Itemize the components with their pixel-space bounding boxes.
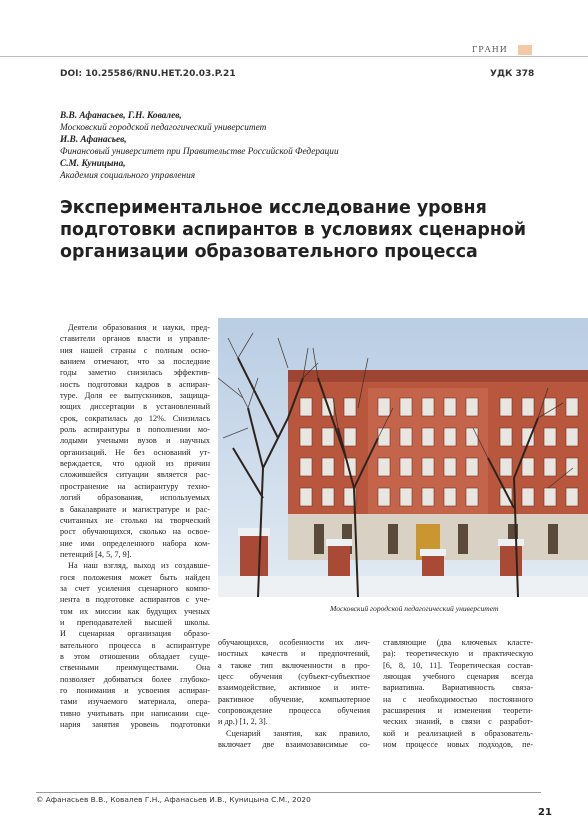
text-line: Деятели образования и науки, пред-: [68, 323, 210, 332]
title-line: подготовки аспирантов в условиях сценарной: [60, 220, 527, 240]
author-affiliation-2: Финансовый университет при Правительстве Российской Федерации: [60, 147, 339, 157]
footer-divider: [36, 792, 541, 793]
university-photo: [218, 318, 588, 597]
text-line: пространение на аспирантуру техно-: [60, 481, 210, 491]
text-line: цесс обучения (субъект-субъектное: [218, 672, 370, 682]
text-line: ставители органов власти и управле-: [60, 334, 210, 344]
text-line: петенций [4, 5, 7, 9].: [60, 549, 132, 559]
text-line: позволяет добиваться более глубоко-: [60, 674, 210, 684]
text-line: ставляющие (два ключевых класте-: [383, 638, 533, 647]
text-line: ляющая учебного сценария всегда: [383, 672, 533, 682]
doi: DOI: 10.25586/RNU.HET.20.03.P.21: [60, 69, 236, 79]
text-line: [6, 8, 10, 11]. Теоретическая состав-: [383, 660, 533, 670]
text-line: ностных качеств и предпочтений,: [218, 649, 370, 659]
text-line: ния нашей страны с полным осно-: [60, 345, 210, 355]
text-line: На наш взгляд, выход из создавше-: [68, 561, 210, 571]
text-line: ственными преимуществами. Она: [60, 663, 210, 673]
text-line: за счет усиления сценарного компо-: [60, 583, 210, 593]
text-line: рактивное обучение, компьютерное: [218, 694, 370, 704]
text-line: ность подготовки кадров в аспиран-: [60, 379, 210, 389]
text-line: сопровождение процесса обучения: [218, 706, 370, 716]
text-line: сложившейся ситуации является рас-: [60, 470, 210, 480]
text-line: Сценарий занятия, как правило,: [226, 728, 370, 738]
text-line: ющих диссертации в установленный: [60, 402, 210, 412]
text-column-2: [218, 637, 370, 750]
text-line: вательного процесса в аспирантуре: [60, 640, 210, 650]
text-line: считанных не столько на творческий: [60, 515, 210, 525]
text-line: и др.) [1, 2, 3].: [218, 717, 268, 727]
text-line: роль аспирантуры в пополнении мо-: [60, 425, 210, 435]
text-line: ние ими определенного набора ком-: [60, 538, 210, 548]
text-line: нента в подготовке аспирантов с уче-: [60, 595, 210, 605]
page-number: 21: [538, 807, 552, 818]
text-line: обучающихся, особенности их лич-: [218, 638, 370, 647]
title-line: организации образовательного процесса: [60, 242, 478, 262]
photo-caption: Московский городской педагогический университет: [330, 604, 499, 613]
text-line: взаимодействие, активное и инте-: [218, 683, 370, 693]
author-names-1: В.В. Афанасьев, Г.Н. Ковалев,: [60, 111, 182, 121]
author-affiliation-1: Московский городской педагогический университет: [60, 123, 267, 133]
text-line: го понимания и усвоения аспиран-: [60, 686, 210, 695]
text-line: а также тип включенности в про-: [218, 660, 370, 670]
article-title: [60, 197, 540, 263]
text-line: рост обучающихся, сколько на освое-: [60, 527, 210, 537]
author-names-2: И.В. Афанасьев,: [60, 135, 127, 145]
text-line: туре. Доля ее выпускников, защища-: [60, 391, 210, 401]
section-marker: [518, 45, 532, 55]
title-line: Экспериментальное исследование уровня: [60, 198, 487, 218]
header-divider: [0, 56, 588, 57]
section-label: ГРАНИ: [472, 45, 508, 54]
text-column-3: [383, 637, 533, 750]
text-line: том их миссии как будущих ученых: [60, 606, 210, 616]
text-line: включает две взаимозависимые со-: [218, 740, 370, 750]
text-line: кой и реализацией в образователь-: [383, 728, 533, 738]
text-line: ном процессе новых подходов, пе-: [383, 740, 533, 750]
text-line: в бакалавриате и магистратуре и рас-: [60, 504, 210, 514]
text-column-1: [60, 322, 210, 730]
text-line: годы заметно снизилась эффектив-: [60, 368, 210, 378]
author-affiliation-3: Академия социального управления: [60, 171, 196, 181]
building-illustration: [218, 318, 588, 597]
text-line: ванием отмечают, что за последние: [60, 357, 210, 367]
text-line: срок, сократилась до 12%. Снизилась: [60, 413, 210, 423]
text-line: вариативна. Вариативность связа-: [383, 683, 533, 693]
author-names-3: С.М. Куницына,: [60, 159, 126, 169]
text-line: тивно учитывать при написании сце-: [60, 708, 210, 718]
text-line: на с необходимостью постоянного: [383, 694, 533, 704]
text-line: и преподавателей высшей школы.: [60, 617, 210, 627]
text-line: гося положения может быть найден: [60, 572, 210, 582]
text-line: тами изучаемого материала, опера-: [60, 697, 210, 707]
text-line: расширения и изменения теорети-: [383, 706, 533, 716]
text-line: лодыми учеными вузов и научных: [60, 436, 210, 446]
copyright: © Афанасьев В.В., Ковалев Г.Н., Афанасьев И.В., Куницына С.М., 2020: [36, 795, 311, 804]
text-line: И сценарная организация образо-: [60, 629, 210, 639]
text-line: в этом отношении обладает суще-: [60, 651, 210, 661]
text-line: нария занятия уровень подготовки: [60, 720, 210, 730]
text-line: ра): теоретическую и практическую: [383, 649, 533, 659]
text-line: ческих знаний, в связи с разработ-: [383, 717, 533, 727]
text-line: логий образования, используемых: [60, 493, 210, 503]
udk-code: УДК 378: [490, 69, 535, 79]
text-line: верждается, что одной из причин: [60, 459, 210, 469]
text-line: организаций. Не без оснований ут-: [60, 447, 210, 457]
